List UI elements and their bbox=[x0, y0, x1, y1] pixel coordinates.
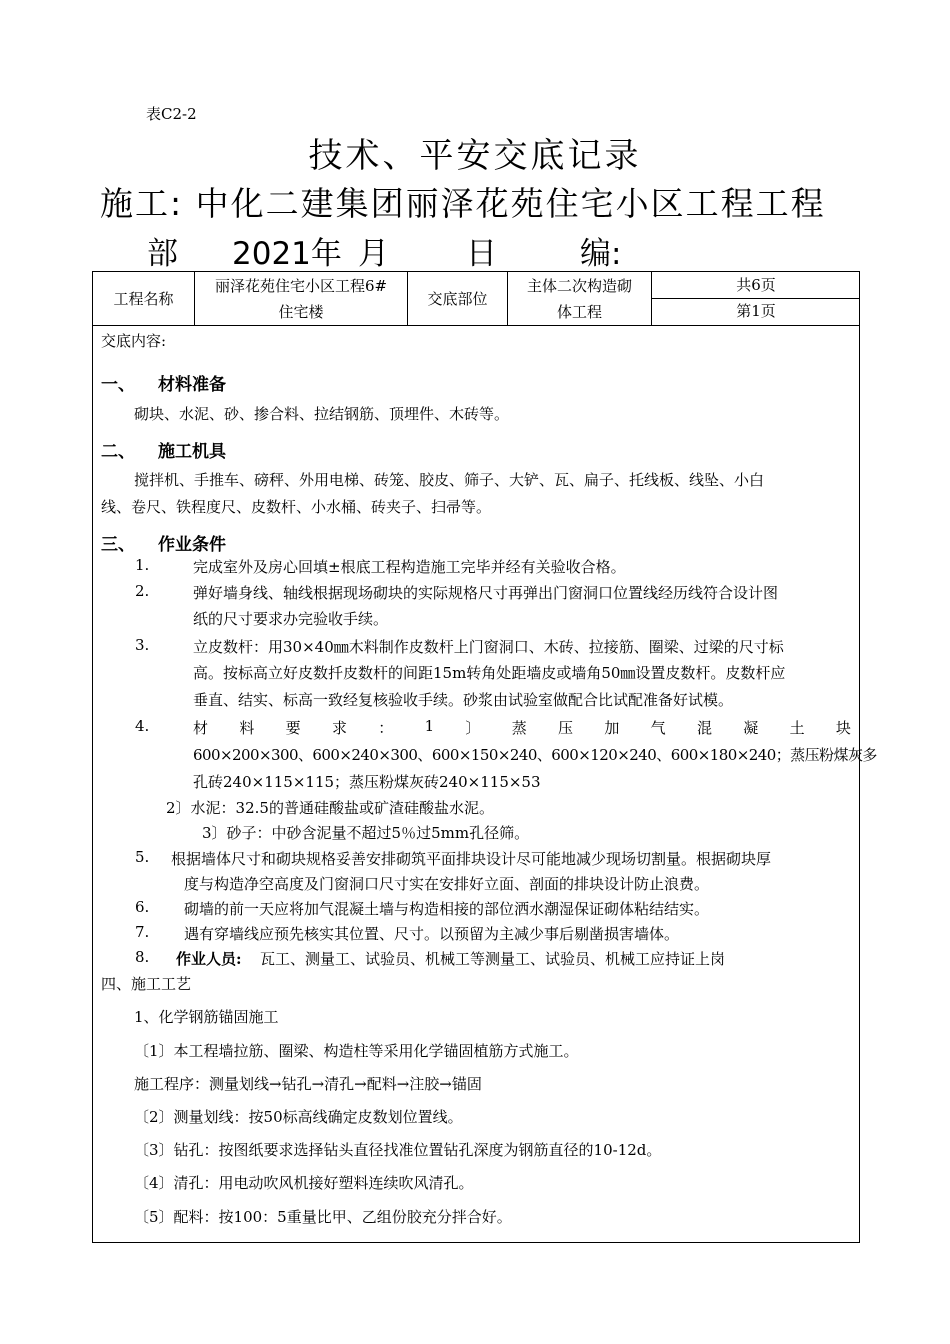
item4-char: 凝 bbox=[743, 719, 759, 737]
item7-number: 7. bbox=[135, 923, 150, 941]
item6-number: 6. bbox=[135, 898, 150, 916]
section4-sub1: 1、化学钢筋锚固施工 bbox=[134, 1008, 279, 1026]
item5-line2: 度与构造净空高度及门窗洞口尺寸实在安排好立面、剖面的排块设计防止浪费。 bbox=[184, 875, 710, 893]
project-name-line1: 丽泽花苑住宅小区工程6# bbox=[214, 277, 388, 295]
header-month: 月 bbox=[358, 236, 389, 272]
item4-char: 压 bbox=[558, 719, 574, 737]
item4-sub3: 3〕砂子：中砂含泥量不超过5％过5mm孔径筛。 bbox=[202, 824, 530, 842]
section4-p2: 〔2〕测量划线：按50标高线确定皮数划位置线。 bbox=[134, 1108, 463, 1126]
item2-number: 2. bbox=[135, 582, 150, 600]
section2-title: 施工机具 bbox=[158, 442, 226, 462]
section4-p3: 〔3〕钻孔：按图纸要求选择钻头直径找准位置钻孔深度为钢筋直径的10-12d。 bbox=[134, 1141, 662, 1159]
item6-text: 砌墙的前一天应将加气混凝土墙与构造相接的部位洒水潮湿保证砌体粘结结实。 bbox=[184, 900, 710, 918]
content-label: 交底内容: bbox=[101, 332, 167, 350]
project-label: 工程名称 bbox=[113, 290, 174, 308]
section4-p1: 〔1〕本工程墙拉筋、圈梁、构造柱等采用化学锚固植筋方式施工。 bbox=[134, 1042, 579, 1060]
section3-title: 作业条件 bbox=[158, 535, 226, 555]
info-row-divider bbox=[92, 325, 860, 326]
item3-line2: 高。按标高立好皮数扦皮数杆的间距15m转角处距墙皮或墙角50㎜设置皮数杆。皮数杆应 bbox=[193, 664, 786, 682]
header-edit: 编: bbox=[580, 236, 622, 272]
section1-title: 材料准备 bbox=[158, 375, 226, 395]
item4-char: 块 bbox=[835, 719, 851, 737]
header-construction-line: 施工: 中化二建集团丽泽花苑住宅小区工程工程 bbox=[100, 184, 826, 223]
item4-char: 蒸 bbox=[511, 719, 527, 737]
item3-number: 3. bbox=[135, 636, 150, 654]
item4-char: 加 bbox=[604, 719, 620, 737]
item4-sub2: 2〕水泥：32.5的普通硅酸盐或矿渣硅酸盐水泥。 bbox=[166, 799, 494, 817]
header-year: 2021年 bbox=[232, 236, 342, 272]
item4-char: 1 bbox=[424, 717, 435, 735]
section4-title: 四、施工工艺 bbox=[101, 975, 192, 993]
project-name-line2: 住宅楼 bbox=[278, 303, 324, 321]
item5-number: 5. bbox=[135, 848, 150, 866]
header-dept: 部 bbox=[147, 236, 178, 272]
item5-line1: 根据墙体尺寸和砌块规格妥善安排砌筑平面排块设计尽可能地减少现场切割量。根据砌块厚 bbox=[171, 850, 772, 868]
part-value-line2: 体工程 bbox=[556, 303, 602, 321]
item3-line3: 垂直、结实、标高一致经复核验收手续。砂浆由试验室做配合比试配准备好试模。 bbox=[193, 691, 734, 709]
section1-body: 砌块、水泥、砂、掺合料、拉结钢筋、顶埋件、木砖等。 bbox=[134, 405, 510, 423]
item1-number: 1. bbox=[135, 556, 150, 574]
item4-char: 气 bbox=[650, 719, 666, 737]
section2-body-line1: 搅拌机、手推车、磅秤、外用电梯、砖笼、胶皮、筛子、大铲、瓦、扁子、托线板、线坠、小白 bbox=[134, 471, 765, 489]
item1-text: 完成室外及房心回填±根底工程构造施工完毕并经有关验收合格。 bbox=[193, 558, 626, 576]
section1-number: 一、 bbox=[101, 375, 135, 395]
section4-p5: 〔5〕配料：按100：5重量比甲、乙组份胶充分拌合好。 bbox=[134, 1208, 512, 1226]
section2-body-line2: 线、卷尺、铁程度尺、皮数杆、小水桶、砖夹子、扫帚等。 bbox=[101, 498, 492, 516]
item4-char: ： bbox=[378, 719, 394, 737]
item2-line2: 纸的尺寸要求办完验收手续。 bbox=[193, 610, 389, 628]
item4-char: 料 bbox=[239, 719, 255, 737]
page-number: 第1页 bbox=[736, 302, 776, 320]
part-label: 交底部位 bbox=[427, 290, 488, 308]
form-code: 表C2-2 bbox=[146, 105, 197, 123]
item8-label: 作业人员: bbox=[176, 950, 242, 968]
item7-text: 遇有穿墙线应预先核实其位置、尺寸。以预留为主减少事后剔凿损害墙体。 bbox=[184, 925, 680, 943]
item4-char: 要 bbox=[285, 719, 301, 737]
item8-number: 8. bbox=[135, 948, 150, 966]
item2-line1: 弹好墙身线、轴线根据现场砌块的实际规格尺寸再弹出门窗洞口位置线经历线符合设计图 bbox=[193, 584, 779, 602]
item4-char: 求 bbox=[331, 719, 347, 737]
item8-text: 瓦工、测量工、试验员、机械工等测量工、试验员、机械工应持证上岗 bbox=[260, 950, 726, 968]
section2-number: 二、 bbox=[101, 442, 135, 462]
item4-char: 材 bbox=[193, 719, 209, 737]
page-title: 技术、平安交底记录 bbox=[308, 136, 642, 176]
total-pages: 共6页 bbox=[736, 276, 776, 294]
item4-line3: 孔砖240×115×115；蒸压粉煤灰砖240×115×53 bbox=[193, 773, 541, 791]
section4-procedure: 施工程序：测量划线→钻孔→清孔→配料→注胶→锚固 bbox=[134, 1075, 482, 1093]
item4-line1 bbox=[193, 717, 851, 738]
header-day: 日 bbox=[466, 236, 497, 272]
section3-number: 三、 bbox=[101, 535, 135, 555]
item4-number: 4. bbox=[135, 717, 150, 735]
section4-p4: 〔4〕清孔：用电动吹风机接好塑料连续吹风清孔。 bbox=[134, 1174, 474, 1192]
item4-char: 混 bbox=[696, 719, 712, 737]
item4-char: 土 bbox=[789, 719, 805, 737]
item4-char: 〕 bbox=[465, 719, 481, 737]
item3-line1: 立皮数杆：用30×40㎜木料制作皮数杆上门窗洞口、木砖、拉接筋、圈梁、过梁的尺寸标 bbox=[193, 638, 784, 656]
item4-line2: 600×200×300、600×240×300、600×150×240、600×120×240、600×180×240；蒸压粉煤灰多 bbox=[193, 746, 877, 764]
part-value-line1: 主体二次构造砌 bbox=[526, 277, 632, 295]
